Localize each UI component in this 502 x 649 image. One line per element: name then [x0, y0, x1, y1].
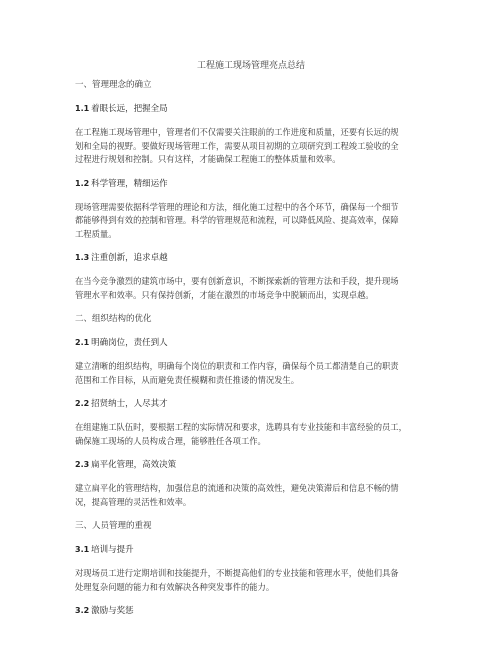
- subsection-heading: [75, 178, 435, 190]
- paragraph-line: 处理复杂问题的能力和有效解决各种突发事件的能力。: [75, 581, 275, 592]
- subsection-number: 3.1: [75, 545, 90, 554]
- paragraph: [75, 360, 435, 387]
- paragraph-line: 况，提高管理的灵活性和效率。: [75, 496, 192, 507]
- subsection-title: 扁平化管理，高效决策: [91, 460, 177, 470]
- paragraph-line: 确保施工现场的人员构成合理，能够胜任各项工作。: [75, 435, 266, 446]
- subsection-title: 注重创新，追求卓越: [91, 253, 168, 263]
- paragraph: [75, 126, 435, 167]
- paragraph-line: 管理水平和效率。只有保持创新，才能在激烈的市场竞争中脱颖而出，实现卓越。: [75, 289, 374, 300]
- subsection-title: 招贤纳士，人尽其才: [91, 399, 168, 409]
- paragraph: [75, 567, 435, 594]
- subsection-number: 1.3: [75, 253, 90, 262]
- subsection-title: 明确岗位，责任到人: [91, 338, 168, 348]
- paragraph: [75, 421, 435, 448]
- document-body: [75, 79, 435, 628]
- paragraph-line: 工程质量。: [75, 228, 117, 239]
- subsection-number: 2.2: [75, 399, 90, 408]
- subsection-heading: [75, 337, 435, 349]
- subsection-heading: [75, 544, 435, 556]
- paragraph: [75, 482, 435, 509]
- paragraph-line: 范围和工作目标，从而避免责任模糊和责任推诿的情况发生。: [75, 374, 300, 385]
- subsection-heading: [75, 605, 435, 617]
- section-heading: 一、管理理念的确立: [75, 80, 152, 90]
- subsection-number: 1.1: [75, 104, 90, 113]
- paragraph-line: 都能够得到有效的控制和管理。科学的管理规范和流程，可以降低风险、提高效率，保障: [75, 215, 399, 225]
- subsection-number: 2.1: [75, 338, 90, 347]
- subsection-heading: [75, 252, 435, 264]
- subsection-number: 2.3: [75, 460, 90, 469]
- subsection-title: 培训与提升: [91, 545, 134, 555]
- subsection-title: 科学管理，精细运作: [91, 178, 168, 189]
- subsection-heading: [75, 398, 435, 410]
- section-heading: 三、人员管理的重视: [75, 521, 152, 531]
- paragraph-line: 在组建施工队伍时，要根据工程的实际情况和要求，选聘具有专业技能和丰富经验的员工，: [75, 422, 407, 432]
- document-title: 工程施工现场管理亮点总结: [196, 61, 305, 71]
- paragraph-line: 建立扁平化的管理结构，加强信息的流通和决策的高效性，避免决策滞后和信息不畅的情: [75, 483, 399, 493]
- paragraph-line: 在当今竞争激烈的建筑市场中，要有创新意识，不断探索新的管理方法和手段，提升现场: [75, 276, 399, 286]
- paragraph-line: 对现场员工进行定期培训和技能提升，不断提高他们的专业技能和管理水平，使他们具备: [75, 568, 399, 578]
- subsection-title: 激励与奖惩: [91, 606, 134, 616]
- subsection-number: 1.2: [75, 178, 90, 188]
- paragraph: [75, 201, 435, 242]
- paragraph-line: 过程进行规划和控制。只有这样，才能确保工程施工的整体质量和效率。: [75, 154, 341, 164]
- section-heading: 二、组织结构的优化: [75, 314, 152, 324]
- paragraph: [75, 275, 435, 302]
- subsection-number: 3.2: [75, 606, 90, 615]
- subsection-heading: [75, 103, 435, 115]
- paragraph-line: 划和全局的视野。要做好现场管理工作，需要从项目初期的立项研究到工程竣工验收的全: [75, 140, 399, 151]
- subsection-title: 着眼长远，把握全局: [91, 104, 168, 114]
- paragraph-line: 在工程施工现场管理中，管理者们不仅需要关注眼前的工作进度和质量，还要有长远的规: [75, 127, 399, 137]
- paragraph-line: 现场管理需要依据科学管理的理论和方法，细化施工过程中的各个环节，确保每一个细节: [75, 201, 399, 212]
- paragraph-line: 建立清晰的组织结构，明确每个岗位的职责和工作内容，确保每个员工都清楚自己的职责: [75, 361, 399, 371]
- subsection-heading: [75, 459, 435, 471]
